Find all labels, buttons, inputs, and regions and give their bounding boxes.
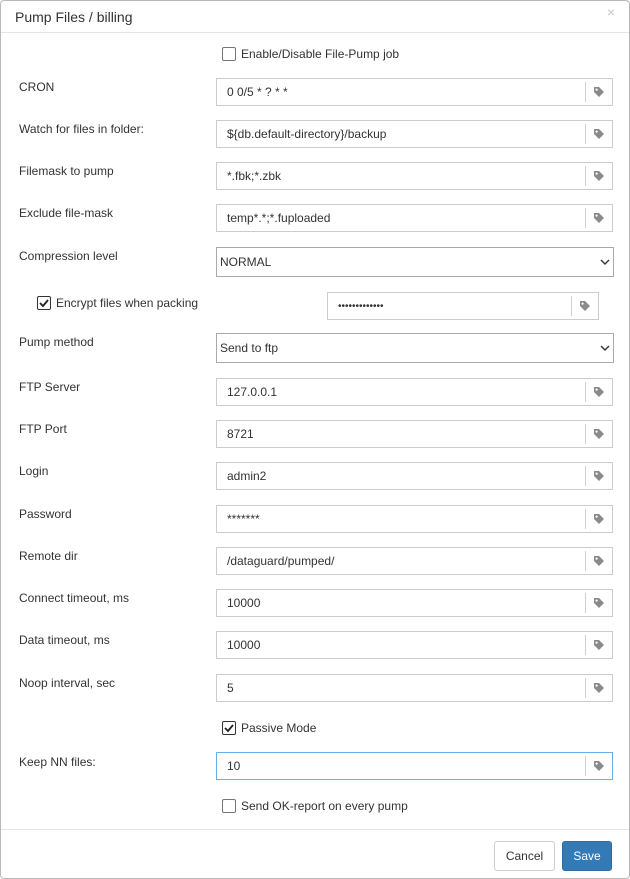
pump-method-value: Send to ftp (220, 341, 279, 355)
compression-select[interactable] (216, 247, 614, 277)
exclude-mask-label: Exclude file-mask (19, 206, 114, 220)
chevron-down-icon (597, 344, 613, 352)
tag-icon[interactable] (585, 678, 612, 698)
password-label: Password (19, 507, 72, 521)
cron-label: CRON (19, 80, 55, 94)
data-timeout-input[interactable] (216, 631, 613, 659)
exclude-mask-value: temp*.*;*.fuploaded (227, 211, 331, 225)
pump-method-select[interactable] (216, 333, 614, 363)
filemask-input[interactable] (216, 162, 613, 190)
tag-icon[interactable] (585, 124, 612, 144)
login-value: admin2 (227, 469, 267, 483)
dialog-footer (1, 829, 629, 879)
password-input[interactable] (216, 505, 613, 533)
exclude-mask-input[interactable] (216, 204, 613, 232)
check-icon (223, 722, 235, 734)
watch-folder-value: ${db.default-directory}/backup (227, 127, 387, 141)
encrypt-checkbox[interactable] (37, 296, 51, 310)
ftp-server-input[interactable] (216, 378, 613, 406)
ok-report-checkbox[interactable] (222, 799, 236, 813)
remote-dir-label: Remote dir (19, 549, 78, 563)
ftp-server-value: 127.0.0.1 (227, 385, 278, 399)
connect-timeout-input[interactable] (216, 589, 613, 617)
encrypt-password-input[interactable] (327, 292, 599, 320)
keep-files-label: Keep NN files: (19, 755, 96, 769)
passive-mode-label: Passive Mode (241, 721, 317, 735)
ftp-port-label: FTP Port (19, 422, 67, 436)
keep-files-value: 10 (227, 759, 241, 773)
filemask-label: Filemask to pump (19, 164, 114, 178)
encrypt-password-value: ••••••••••••• (338, 300, 384, 312)
connect-timeout-label: Connect timeout, ms (19, 591, 130, 605)
enable-job-checkbox[interactable] (222, 47, 236, 61)
save-button[interactable]: Save (562, 841, 612, 871)
chevron-down-icon (597, 258, 613, 266)
tag-icon[interactable] (585, 593, 612, 613)
login-input[interactable] (216, 462, 613, 490)
remote-dir-input[interactable] (216, 547, 613, 575)
filemask-value: *.fbk;*.zbk (227, 169, 282, 183)
dialog-header (1, 1, 629, 33)
noop-interval-label: Noop interval, sec (19, 676, 116, 690)
enable-job-label: Enable/Disable File-Pump job (241, 47, 400, 61)
ok-report-label: Send OK-report on every pump (241, 799, 408, 813)
tag-icon[interactable] (585, 424, 612, 444)
close-button[interactable]: × (606, 4, 615, 20)
compression-label: Compression level (19, 249, 118, 263)
cron-value: 0 0/5 * ? * * (227, 85, 288, 99)
tag-icon[interactable] (585, 82, 612, 102)
tag-icon[interactable] (585, 208, 612, 228)
password-value: ******* (227, 512, 260, 526)
tag-icon[interactable] (585, 551, 612, 571)
data-timeout-value: 10000 (227, 638, 261, 652)
tag-icon[interactable] (585, 635, 612, 655)
encrypt-label: Encrypt files when packing (56, 296, 199, 310)
noop-interval-input[interactable] (216, 674, 613, 702)
data-timeout-label: Data timeout, ms (19, 633, 110, 647)
tag-icon[interactable] (585, 382, 612, 402)
compression-value: NORMAL (220, 255, 272, 269)
pump-method-label: Pump method (19, 335, 94, 349)
ftp-server-label: FTP Server (19, 380, 81, 394)
watch-folder-input[interactable] (216, 120, 613, 148)
remote-dir-value: /dataguard/pumped/ (227, 554, 335, 568)
tag-icon[interactable] (585, 466, 612, 486)
noop-interval-value: 5 (227, 681, 234, 695)
cancel-button[interactable]: Cancel (494, 841, 555, 871)
cron-input[interactable] (216, 78, 613, 106)
dialog-title: Pump Files / billing (15, 9, 133, 25)
passive-mode-checkbox[interactable] (222, 721, 236, 735)
watch-folder-label: Watch for files in folder: (19, 122, 144, 136)
check-icon (38, 297, 50, 309)
connect-timeout-value: 10000 (227, 596, 261, 610)
ftp-port-input[interactable] (216, 420, 613, 448)
tag-icon[interactable] (571, 296, 598, 316)
ftp-port-value: 8721 (227, 427, 254, 441)
keep-files-input[interactable] (216, 752, 613, 780)
tag-icon[interactable] (585, 756, 612, 776)
tag-icon[interactable] (585, 509, 612, 529)
tag-icon[interactable] (585, 166, 612, 186)
login-label: Login (19, 464, 49, 478)
